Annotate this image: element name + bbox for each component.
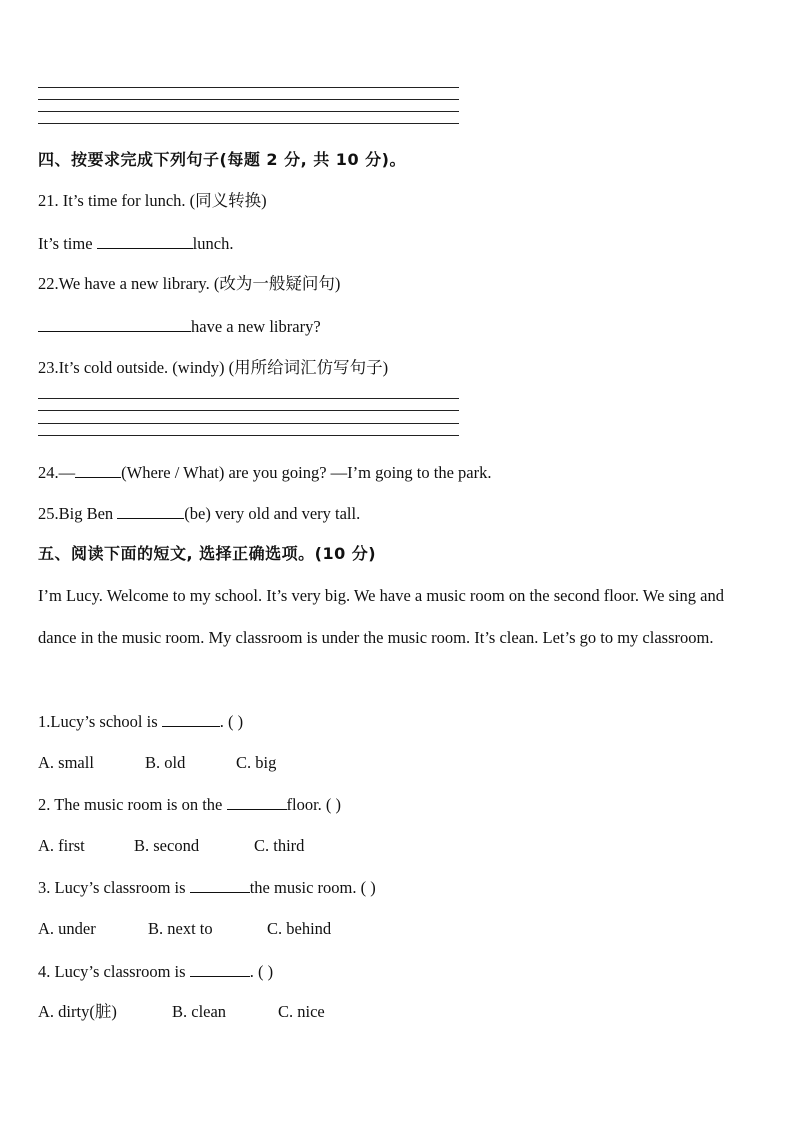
option-a[interactable]: A. under	[38, 919, 96, 938]
q23-answer-line[interactable]	[38, 435, 459, 436]
q25-blank[interactable]	[117, 503, 184, 519]
q25-line	[38, 503, 360, 524]
option-a[interactable]: A. dirty(脏)	[38, 1002, 117, 1021]
section4-title: 四、按要求完成下列句子(每题 2 分, 共 10 分)。	[38, 150, 406, 169]
q21-blank[interactable]	[97, 233, 193, 249]
q23-prompt: 23.It’s cold outside. (windy) (用所给词汇仿写句子)	[38, 358, 389, 377]
question-4-post: . ( )	[249, 962, 274, 981]
question-1-pre: 1.Lucy’s school is	[38, 712, 162, 731]
option-c[interactable]: C. big	[236, 753, 277, 772]
question-2	[38, 794, 341, 815]
question-4-options	[38, 1002, 325, 1022]
question-3-pre: 3. Lucy’s classroom is	[38, 878, 190, 897]
answer-line	[38, 99, 459, 100]
answer-line	[38, 87, 459, 88]
option-c[interactable]: C. nice	[278, 1002, 325, 1021]
q22-blank[interactable]	[38, 316, 191, 332]
question-3	[38, 877, 376, 898]
question-3-blank[interactable]	[190, 877, 250, 893]
question-2-options	[38, 836, 304, 856]
answer-line	[38, 123, 459, 124]
q21-prompt: 21. It’s time for lunch. (同义转换)	[38, 191, 267, 210]
question-3-options	[38, 919, 331, 939]
q21-post: lunch.	[192, 234, 234, 253]
question-3-post: the music room. ( )	[249, 878, 376, 897]
question-1-blank[interactable]	[162, 711, 220, 727]
q22-prompt: 22.We have a new library. (改为一般疑问句)	[38, 274, 341, 293]
answer-line	[38, 111, 459, 112]
question-1-post: . ( )	[219, 712, 244, 731]
question-4-pre: 4. Lucy’s classroom is	[38, 962, 190, 981]
q25-post: (be) very old and very tall.	[184, 504, 361, 523]
reading-passage: I’m Lucy. Welcome to my school. It’s very big. We have a music room on the second floor. We sing and dance in the music room. My classroom is under the music room. It’s clean. Let’s go to my classroom.	[38, 586, 724, 647]
option-a[interactable]: A. small	[38, 753, 94, 772]
q24-blank[interactable]	[75, 462, 121, 478]
q23-answer-line[interactable]	[38, 423, 459, 424]
q25-pre: 25.Big Ben	[38, 504, 118, 523]
q22-answer-line	[38, 316, 321, 337]
question-1-options	[38, 753, 276, 773]
option-c[interactable]: C. behind	[267, 919, 332, 938]
question-1	[38, 711, 243, 732]
question-4	[38, 961, 273, 982]
q24-post: (Where / What) are you going? —I’m going to the park.	[121, 463, 492, 482]
option-b[interactable]: B. clean	[172, 1002, 227, 1021]
question-2-post: floor. ( )	[286, 795, 342, 814]
option-b[interactable]: B. second	[134, 836, 200, 855]
q21-answer-line	[38, 233, 233, 254]
question-2-blank[interactable]	[227, 794, 287, 810]
section5-title: 五、阅读下面的短文, 选择正确选项。(10 分)	[38, 544, 377, 563]
q22-post: have a new library?	[191, 317, 321, 336]
option-a[interactable]: A. first	[38, 836, 85, 855]
option-b[interactable]: B. old	[145, 753, 186, 772]
option-c[interactable]: C. third	[254, 836, 305, 855]
question-4-blank[interactable]	[190, 961, 250, 977]
q21-pre: It’s time	[38, 234, 97, 253]
q23-answer-line[interactable]	[38, 398, 459, 399]
option-b[interactable]: B. next to	[148, 919, 213, 938]
q24-line	[38, 462, 492, 483]
q24-pre: 24.—	[38, 463, 76, 482]
question-2-pre: 2. The music room is on the	[38, 795, 227, 814]
q23-answer-line[interactable]	[38, 410, 459, 411]
